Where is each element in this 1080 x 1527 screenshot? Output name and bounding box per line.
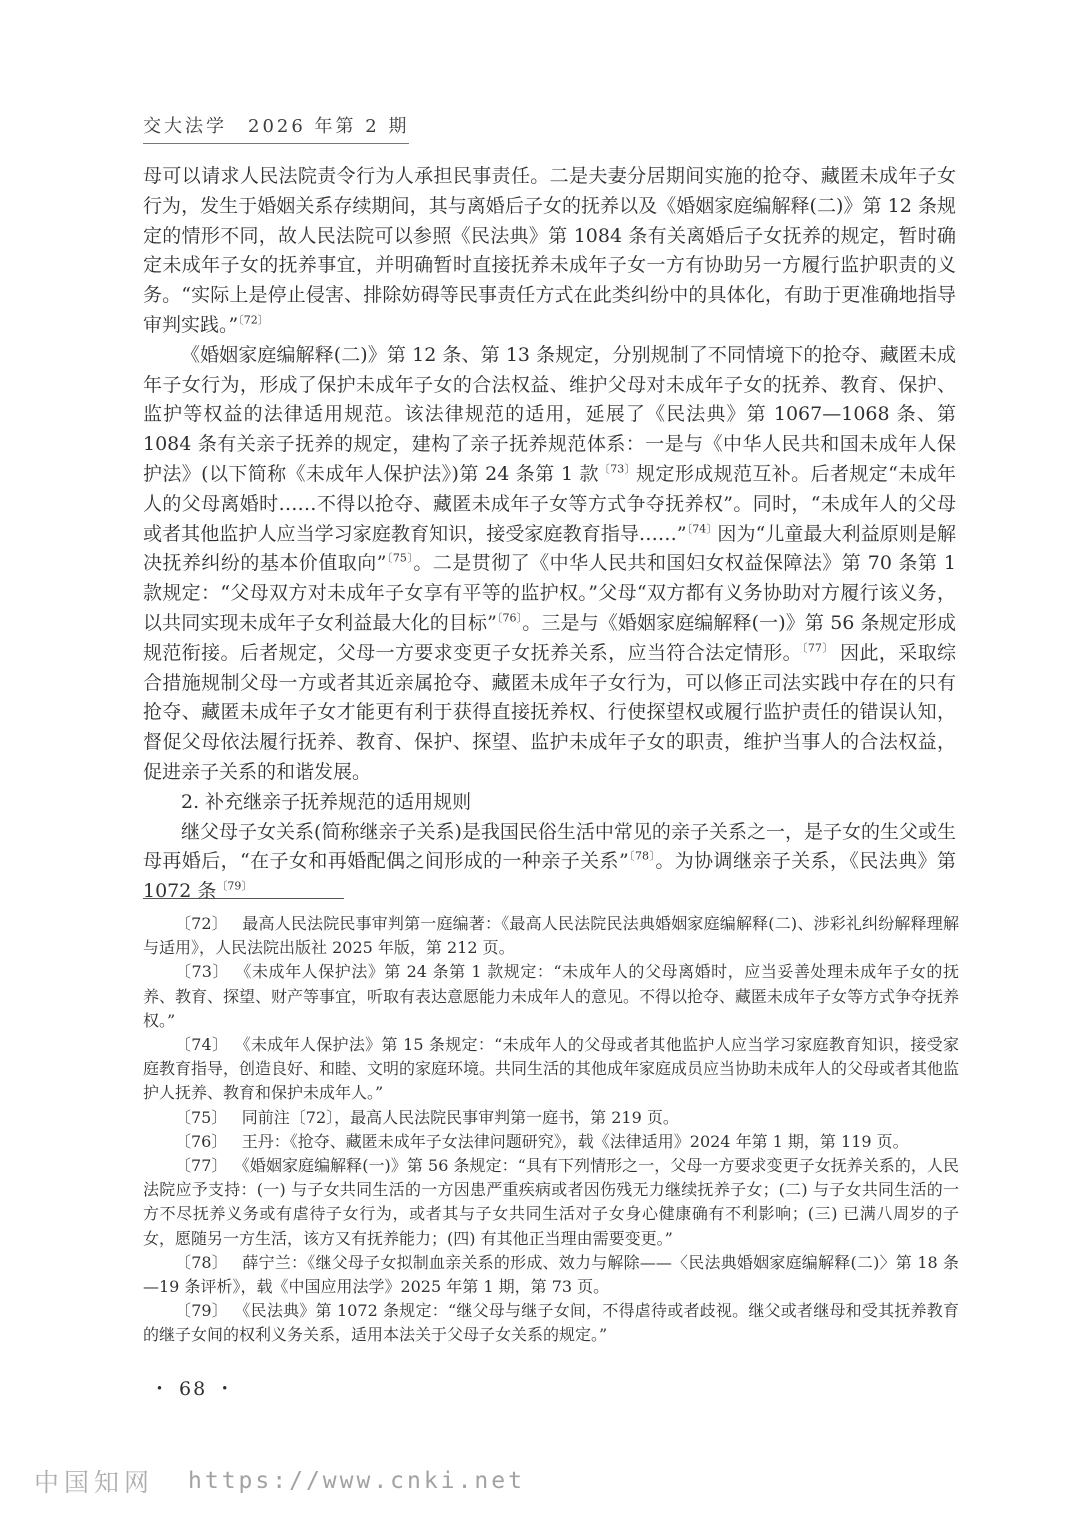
- journal-title-issue: 交大法学 2026 年第 2 期: [143, 112, 409, 144]
- section-heading: [143, 788, 956, 818]
- paragraph-text: 《婚姻家庭编解释(二)》第 12 条、第 13 条规定，分别规制了不同情境下的抢夺、藏匿未成年子女行为，形成了保护未成年子女的合法权益、维护父母对未成年子女的抚养、教育、保护、监护等权益的法律适用规范。该法律规范的适用，延展了《民法典》第 1067—1068 条、第 1084 条有关亲子抚养的规定，建构了亲子抚养规范体系：一是与《中华人民共和国未成年人保护法》(以下简称《未成年人保护法》)第 24 条第 1 款: [143, 343, 956, 485]
- footnote-label: 〔78〕: [175, 1252, 229, 1272]
- paragraph-text: 继父母子女关系(简称继亲子关系)是我国民俗生活中常见的亲子关系之一，是子女的生父或生母再婚后，“在子女和再婚配偶之间形成的一种亲子关系”: [143, 820, 956, 873]
- footnote: [143, 1033, 959, 1106]
- body-paragraph: [143, 341, 956, 788]
- page-header: [143, 112, 409, 144]
- cnki-url: https://www.cnki.net: [188, 1468, 525, 1494]
- footnote-label: 〔74〕: [175, 1035, 229, 1055]
- cnki-logo-text: 中国知网: [34, 1468, 155, 1497]
- body-paragraph: [143, 162, 956, 341]
- paragraph-text: 规定形成规范互补。后者规定“未成年人的父母离婚时……不得以抢夺、藏匿未成年子女等方式争夺抚养权”。同时，“未成年人的父母或者其他监护人应当学习家庭教育知识，接受家庭教育指导……”: [143, 462, 957, 545]
- footnote-marker: 〔72〕: [238, 313, 269, 327]
- footnote-label: 〔77〕: [175, 1156, 228, 1176]
- footnote-text: 薛宁兰：《继父母子女拟制血亲关系的形成、效力与解除——〈民法典婚姻家庭编解释(二)〉第 18 条—19 条评析》，载《中国应用法学》2025 年第 1 期，第 73 页。: [143, 1252, 959, 1297]
- paragraph-text: 母可以请求人民法院责令行为人承担民事责任。二是夫妻分居期间实施的抢夺、藏匿未成年子女行为，发生于婚姻关系存续期间，其与离婚后子女的抚养以及《婚姻家庭编解释(二)》第 12 条规定的情形不同，故人民法院可以参照《民法典》第 1084 条有关离婚后子女抚养的规定，暂时确定未成年子女的抚养事宜，并明确暂时直接抚养未成年子女一方有协助另一方履行监护职责的义务。“实际上是停止侵害、排除妨碍等民事责任方式在此类纠纷中的具体化，有助于更准确地指导审判实践。”: [143, 165, 956, 336]
- paragraph-text: 因此，采取综合措施规制父母一方或者其近亲属抢夺、藏匿未成年子女行为，可以修正司法实践中存在的只有抢夺、藏匿未成年子女才能更有利于获得直接抚养权、行使探望权或履行监护责任的错误认知，督促父母依法履行抚养、教育、保护、探望、监护未成年子女的职责，维护当事人的合法权益，促进亲子关系的和谐发展。: [143, 641, 956, 783]
- footnote-marker: 〔76〕: [496, 611, 523, 625]
- footnote: [143, 1154, 959, 1251]
- paragraph-text: 。三是与《婚姻家庭编解释(一)》第 56 条规定形成规范衔接。后者规定，父母一方要求变更子女抚养关系，应当符合法定情形。: [143, 611, 956, 664]
- footnote-text: 最高人民法院民事审判第一庭编著：《最高人民法院民法典婚姻家庭编解释(二)、涉彩礼纠纷解释理解与适用》，人民法院出版社 2025 年版，第 212 页。: [143, 914, 959, 958]
- footnote-text: 《未成年人保护法》第 15 条规定：“未成年人的父母或者其他监护人应当学习家庭教育知识，接受家庭教育指导，创造良好、和睦、文明的家庭环境。共同生活的其他成年家庭成员应当协助未成年人的父母或者其他监护人抚养、教育和保护未成年人。”: [143, 1035, 960, 1103]
- footnote-label: 〔75〕: [175, 1107, 228, 1127]
- footnote-label: 〔79〕: [175, 1301, 229, 1321]
- footnote-marker: 〔79〕: [216, 879, 253, 893]
- footnote-marker: 〔74〕: [686, 522, 718, 536]
- footnote-text: 《未成年人保护法》第 24 条第 1 款规定：“未成年人的父母离婚时，应当妥善处理未成年子女的抚养、教育、探望、财产等事宜，听取有表达意愿能力未成年人的意见。不得以抢夺、藏匿未成年子女等方式争夺抚养权。”: [143, 962, 960, 1030]
- paragraph-text: 2. 补充继亲子抚养规范的适用规则: [181, 790, 472, 813]
- footnote-text: 王丹：《抢夺、藏匿未成年子女法律问题研究》，载《法律适用》2024 年第 1 期，第 119 页。: [241, 1131, 909, 1151]
- footnote-text: 同前注〔72〕，最高人民法院民事审判第一庭书，第 219 页。: [241, 1107, 679, 1127]
- page-number: ・ 68 ・: [150, 1378, 237, 1400]
- footnote-label: 〔73〕: [175, 962, 230, 982]
- footnote: [143, 1106, 959, 1130]
- footnote: [143, 1299, 959, 1347]
- footnote-separator: [143, 898, 344, 899]
- footnote-label: 〔72〕: [175, 914, 228, 933]
- footnote-marker: 〔75〕: [386, 552, 414, 566]
- footnote-marker: 〔77〕: [802, 641, 834, 655]
- footnote: [143, 960, 959, 1033]
- paragraph-text: 。二是贯彻了《中华人民共和国妇女权益保障法》第 70 条第 1 款规定：“父母双方对未成年子女享有平等的监护权。”父母“双方都有义务协助对方履行该义务，以共同实现未成年子女利益最大化的目标”: [143, 552, 957, 634]
- footnote-marker: 〔78〕: [628, 850, 656, 863]
- footnote: [143, 1251, 959, 1299]
- body-paragraphs: [143, 162, 956, 907]
- footnote-text: 《民法典》第 1072 条规定：“继父母与继子女间，不得虐待或者歧视。继父或者继母和受其抚养教育的继子女间的权利义务关系，适用本法关于父母子女关系的规定。”: [143, 1301, 959, 1345]
- footnote-label: 〔76〕: [175, 1131, 228, 1151]
- cnki-watermark: [34, 1463, 525, 1499]
- footnote-list: [143, 912, 959, 1348]
- footnote: [143, 912, 959, 960]
- footnote: [143, 1130, 959, 1154]
- paragraph-text: 。为协调继亲子关系，《民法典》第 1072 条: [143, 850, 956, 903]
- body-paragraph: [143, 818, 956, 907]
- footnote-marker: 〔73〕: [598, 462, 637, 476]
- paragraph-text: 因为“儿童最大利益原则是解决抚养纠纷的基本价值取向”: [143, 522, 957, 575]
- footnote-text: 《婚姻家庭编解释(一)》第 56 条规定：“具有下列情形之一，父母一方要求变更子女抚养关系的，人民法院应予支持：(一) 与子女共同生活的一方因患严重疾病或者因伤残无力继续抚养子女；(二) 与子女共同生活的一方不尽抚养义务或有虐待子女行为，或者其与子女共同生活对子女身心健康确有不利影响；(三) 已满八周岁的子女，愿随另一方生活，该方又有抚养能力；(四) 有其他正当理由需要变更。”: [143, 1156, 959, 1248]
